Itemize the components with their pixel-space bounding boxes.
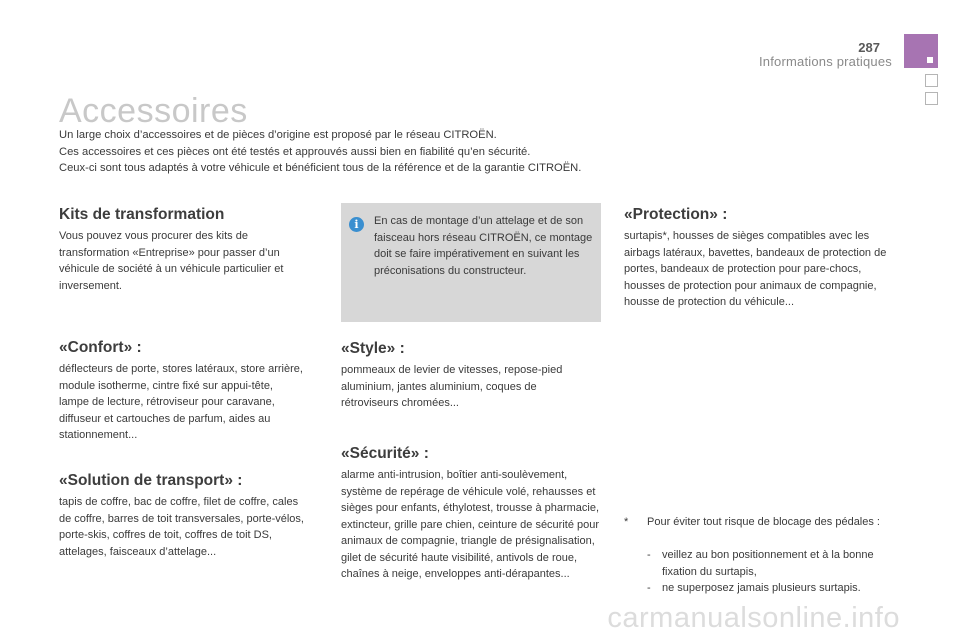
watermark: carmanualsonline.info [607,602,900,634]
protection-text: surtapis*, housses de sièges compatibles avec les airbags latéraux, bavettes, bandeaux de protection de portes, bandeaux de protection pour pare-chocs, housses de protection pour animaux de compagnie, housse de protection du véhicule... [624,230,887,308]
securite-heading: «Sécurité» : [341,445,429,462]
confort-heading: «Confort» : [59,339,142,356]
footnote-marker: * [624,516,629,528]
list-dash: - [647,549,651,561]
intro-paragraph [59,127,679,177]
transport-heading: «Solution de transport» : [59,472,243,489]
intro-line: Ces accessoires et ces pièces ont été testés et approuvés aussi bien en fiabilité qu’en sécurité. [59,145,531,158]
kits-heading: Kits de transformation [59,206,225,223]
list-dash: - [647,582,651,594]
info-box [341,203,601,322]
kits-text: Vous pouvez vous procurer des kits de transformation «Entreprise» pour passer d’un véhicule de société à un véhicule particulier et inversement. [59,230,284,292]
intro-line: Un large choix d’accessoires et de pièces d’origine est proposé par le réseau CITROËN. [59,129,497,141]
section-title: Informations pratiques [758,54,892,69]
footnote-list [647,547,907,597]
confort-text: déflecteurs de porte, stores latéraux, store arrière, module isotherme, cintre fixé sur appui-tête, lampe de lecture, rétroviseur pour caravane, diffuseur et cartouches de parfum, aides au stationnement... [59,363,303,441]
footnote-text: Pour éviter tout risque de blocage des pédales : [647,516,880,528]
list-item-text: ne superposez jamais plusieurs surtapis. [662,582,861,594]
empty-square-icon [925,92,938,105]
empty-square-icon [925,74,938,87]
tab-marker-icon [927,57,933,63]
info-icon: i [349,217,364,232]
transport-text: tapis de coffre, bac de coffre, filet de coffre, cales de coffre, barres de toit transversales, porte-vélos, porte-skis, coffres de toit, coffres de toit DS, attelages, faisceaux d’attelage... [59,496,304,558]
page-title: Accessoires [59,92,248,130]
style-heading: «Style» : [341,340,405,357]
list-item [647,547,907,580]
securite-text: alarme anti-intrusion, boîtier anti-soulèvement, système de repérage de véhicule volé, rehausses et sièges pour enfants, éthylotest, trousse à pharmacie, extincteur, grille pare chien, ceinture de sécurité pour animaux de compagnie, triangle de présignalisation, gilet de sécurité haute visibilité, antivols de roue, chaînes à neige, enveloppes anti-dérapantes... [341,469,600,580]
list-item-text: veillez au bon positionnement et à la bonne fixation du surtapis, [662,549,874,578]
page-number: 287 [858,40,880,55]
chapter-tab [904,34,938,68]
protection-heading: «Protection» : [624,206,728,223]
intro-line: Ceux-ci sont tous adaptés à votre véhicule et bénéficient tous de la référence et de la garantie CITROËN. [59,162,582,174]
style-text: pommeaux de levier de vitesses, repose-pied aluminium, jantes aluminium, coques de rétroviseurs chromées... [341,364,563,409]
list-item [647,580,907,597]
info-box-text: En cas de montage d’un attelage et de son faisceau hors réseau CITROËN, ce montage doit se faire impérativement en suivant les préconisations du constructeur. [374,215,593,277]
